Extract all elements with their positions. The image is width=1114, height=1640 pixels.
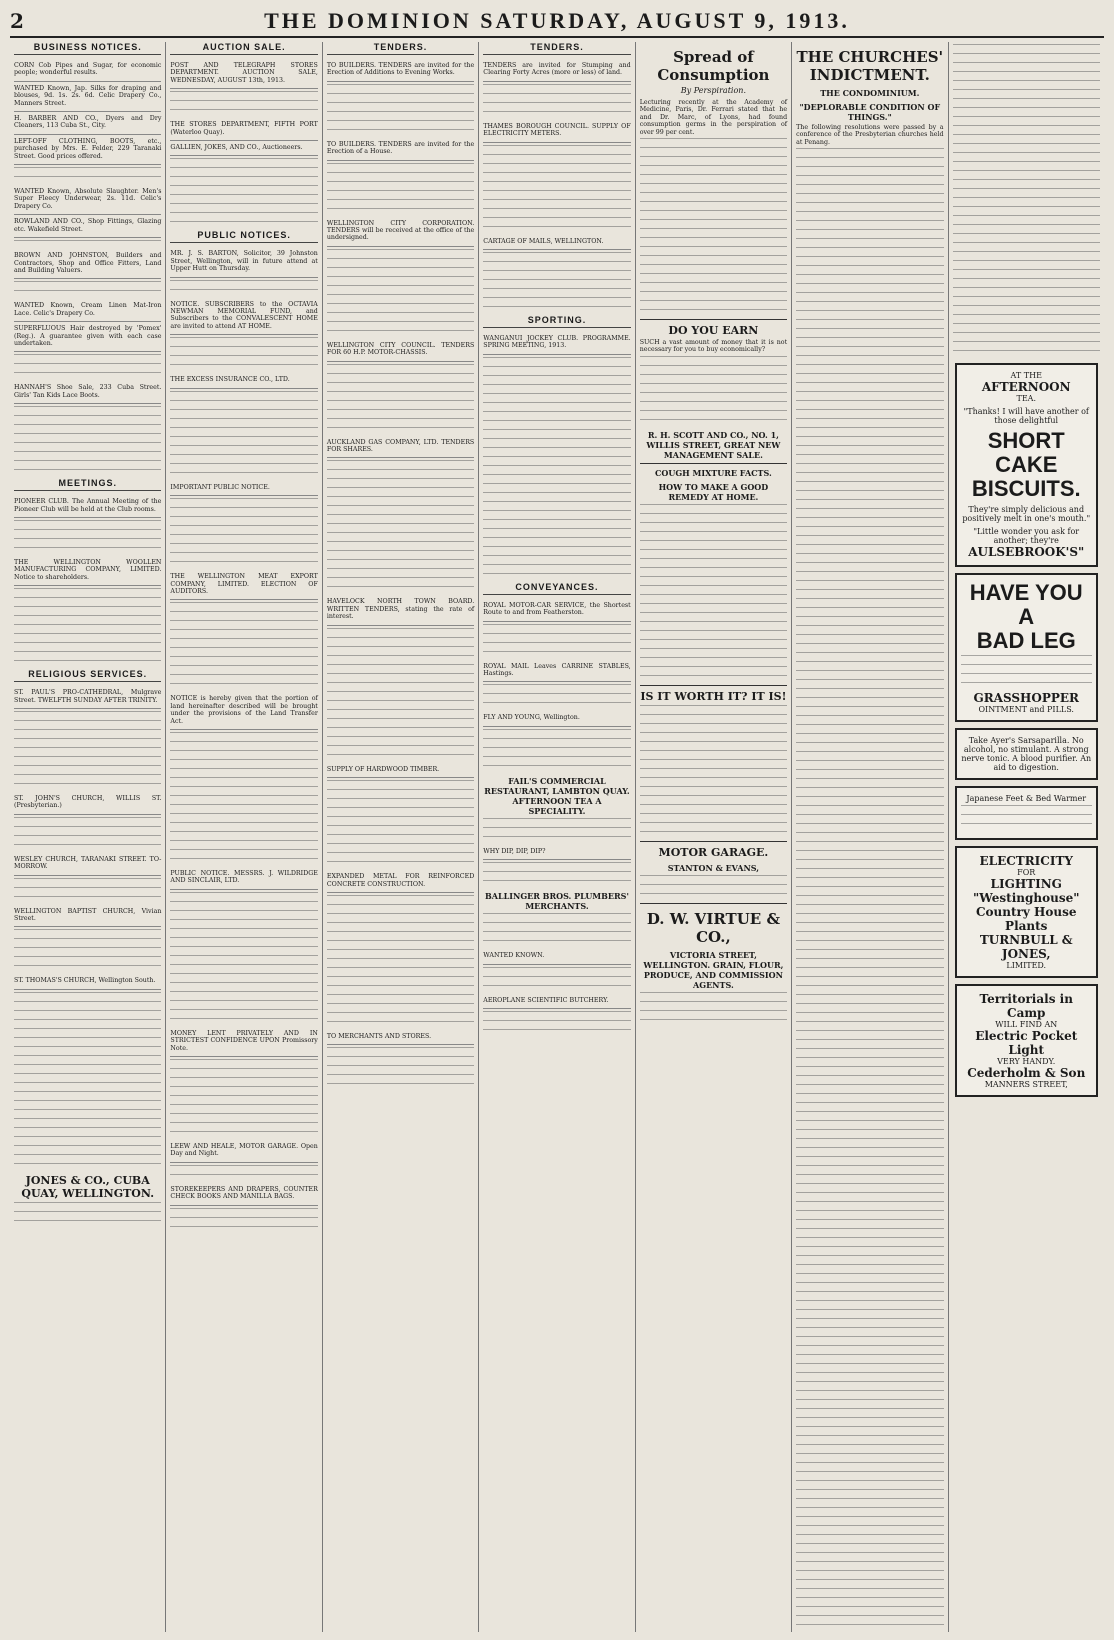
article-title: Spread of Consumption <box>657 48 770 84</box>
service: ST. JOHN'S CHURCH, WILLIS ST. (Presbyterian.) <box>14 792 161 815</box>
column-tenders-sporting <box>479 42 635 1632</box>
tender: TO BUILDERS. TENDERS are invited for the Erection of Additions to Evening Works. <box>327 59 474 82</box>
article-body: Lecturing recently at the Academy of Medicine, Paris, Dr. Ferrari stated that he and Dr. Marc, of Lyons, had found consumption germs in the perspiration of over 99 per cent. <box>639 99 788 136</box>
notice: STOREKEEPERS AND DRAPERS, COUNTER CHECK BOOKS AND MANILLA BAGS. <box>170 1183 317 1206</box>
worth-title: IS IT WORTH IT? IT IS! <box>640 689 787 703</box>
article-quote: "DEPLORABLE CONDITION OF THINGS." <box>799 102 941 122</box>
virtue-subtitle: VICTORIA STREET, WELLINGTON. GRAIN, FLOUR, PRODUCE, AND COMMISSION AGENTS. <box>643 949 784 990</box>
notice: THE WELLINGTON MEAT EXPORT COMPANY, LIMITED. ELECTION OF AUDITORS. <box>170 570 317 600</box>
limited: LIMITED. <box>1006 961 1047 970</box>
badleg-line: BAD LEG <box>976 628 1076 653</box>
section-title: TENDERS. <box>483 42 630 55</box>
masthead <box>10 8 1104 38</box>
column-spread <box>636 42 792 1632</box>
notice: NOTICE. SUBSCRIBERS to the OCTAVIA NEWMAN MEMORIAL FUND, and Subscribers to the CONVALESCENT HOME are invited to attend AT HOME. <box>170 298 317 336</box>
cake-word: CAKE <box>995 452 1058 477</box>
page-number: 2 <box>10 9 24 33</box>
motor-title: MOTOR GARAGE. <box>658 845 769 859</box>
little-wonder: "Little wonder you ask for another; they're <box>973 527 1080 545</box>
article-sub: THE CONDOMINIUM. <box>820 88 920 98</box>
japanese-title: Japanese Feet & Bed Warmer <box>966 794 1087 803</box>
column-business-notices <box>10 42 166 1632</box>
cough-subtitle: HOW TO MAKE A GOOD REMEDY AT HOME. <box>658 481 769 502</box>
section-title: AUCTION SALE. <box>170 42 317 55</box>
notice: LEEW AND HEALE, MOTOR GARAGE. Open Day and Night. <box>170 1140 317 1163</box>
jones-ad: JONES & CO., CUBA QUAY, WELLINGTON. <box>21 1173 155 1200</box>
column-right-ads <box>949 42 1104 1632</box>
tender: WELLINGTON CITY COUNCIL. TENDERS FOR 60 H.P. MOTOR-CHASSIS. <box>327 339 474 362</box>
notice: PUBLIC NOTICE. MESSRS. J. WILDRIDGE AND SINCLAIR, LTD. <box>170 867 317 890</box>
ayer-text: Take Ayer's Sarsaparilla. No alcohol, no stimulant. A strong nerve tonic. A blood purifier. An aid to digestion. <box>961 736 1092 772</box>
misc-ad: WHY DIP, DIP, DIP? <box>483 845 630 860</box>
notice: MONEY LENT PRIVATELY AND IN STRICTEST CONFIDENCE UPON Promissory Note. <box>170 1027 317 1057</box>
conveyance: FLY AND YOUNG, Wellington. <box>483 711 630 726</box>
section-title: RELIGIOUS SERVICES. <box>14 669 161 682</box>
ad: ROWLAND AND CO., Shop Fittings, Glazing etc. Wakefield Street. <box>14 215 161 238</box>
tender: HAVELOCK NORTH TOWN BOARD. WRITTEN TENDERS, stating the rate of interest. <box>327 595 474 625</box>
ad: THE STORES DEPARTMENT, FIFTH PORT (Waterloo Quay). <box>170 118 317 141</box>
bad-leg-ad <box>955 573 1098 722</box>
tender: TENDERS are invited for Stumping and Clearing Forty Acres (more or less) of land. <box>483 59 630 82</box>
grasshopper-brand: GRASSHOPPER <box>973 691 1080 705</box>
section-title: PUBLIC NOTICES. <box>170 230 317 243</box>
restaurant-ad: FAIL'S COMMERCIAL RESTAURANT, LAMBTON QUAY. AFTERNOON TEA A SPECIALITY. <box>484 775 630 816</box>
electric-pocket: Electric Pocket Light <box>975 1029 1078 1057</box>
turnbull: TURNBULL & JONES, <box>979 933 1073 961</box>
aulsebrook-ad <box>955 363 1098 567</box>
biscuits-word: BISCUITS. <box>971 476 1081 501</box>
ad: CORN Cob Pipes and Sugar, for economic people; wonderful results. <box>14 59 161 82</box>
service: ST. PAUL'S PRO-CATHEDRAL, Mulgrave Street. TWELFTH SUNDAY AFTER TRINITY. <box>14 686 161 709</box>
tea-line: AT THE <box>1010 371 1042 380</box>
tender: TO MERCHANTS AND STORES. <box>327 1030 474 1045</box>
sporting-programme: WANGANUI JOCKEY CLUB. PROGRAMME. SPRING MEETING, 1913. <box>483 332 630 355</box>
column-auction <box>166 42 322 1632</box>
ad: POST AND TELEGRAPH STORES DEPARTMENT. AUCTION SALE, WEDNESDAY, AUGUST 13th, 1913. <box>170 59 317 89</box>
ad: WANTED Known, Absolute Slaughter. Men's Super Fleecy Underwear, 2s. 11d. Celic's Drapery Co. <box>14 185 161 215</box>
cough-title: COUGH MIXTURE FACTS. <box>655 467 772 478</box>
ad: BROWN AND JOHNSTON, Builders and Contractors, Shop and Office Fitters, Land and Building Valuers. <box>14 249 161 279</box>
tea-line: TEA. <box>1016 394 1036 403</box>
article-body: The following resolutions were passed by a conference of the Presbyterian churches held at Penang. <box>796 124 944 146</box>
manners-street: MANNERS STREET, <box>984 1080 1068 1089</box>
tea-line: AFTERNOON <box>981 380 1071 394</box>
misc-ad: AEROPLANE SCIENTIFIC BUTCHERY. <box>483 994 630 1009</box>
badleg-line: HAVE YOU A <box>969 580 1083 629</box>
earn-title: DO YOU EARN <box>668 324 759 338</box>
meeting: PIONEER CLUB. The Annual Meeting of the Pioneer Club will be held at the Club rooms. <box>14 495 161 518</box>
article-title: THE CHURCHES' INDICTMENT. <box>796 48 944 84</box>
virtue-title: D. W. VIRTUE & CO., <box>646 909 780 946</box>
electricity-word: ELECTRICITY <box>979 854 1073 868</box>
territorials: Territorials in Camp <box>979 992 1073 1020</box>
very-handy: VERY HANDY. <box>997 1057 1056 1066</box>
will-find: WILL FIND AN <box>995 1020 1058 1029</box>
earn-body: SUCH a vast amount of money that it is not necessary for you to buy economically? <box>639 339 788 354</box>
ad: WANTED Known, Jap. Silks for draping and blouses, 9d. 1s. 2s. 6d. Celic Drapery Co., Manners Street. <box>14 82 161 112</box>
ad: H. BARBER AND CO., Dyers and Dry Cleaners, 113 Cuba St., City. <box>14 112 161 135</box>
ointment: OINTMENT and PILLS. <box>978 705 1074 714</box>
aulsebrook-brand: AULSEBROOK'S" <box>968 545 1085 559</box>
section-title: BUSINESS NOTICES. <box>14 42 161 55</box>
tender: AUCKLAND GAS COMPANY, LTD. TENDERS FOR SHARES. <box>327 436 474 459</box>
section-title: TENDERS. <box>327 42 474 55</box>
service: WESLEY CHURCH, TARANAKI STREET. TO-MORROW. <box>14 853 161 876</box>
tender: CARTAGE OF MAILS, WELLINGTON. <box>483 235 630 250</box>
short-word: SHORT <box>987 428 1065 453</box>
ad: HANNAH'S Shoe Sale, 233 Cuba Street. Girls' Tan Kids Lace Boots. <box>14 381 161 404</box>
ad: GALLIEN, JOKES, AND CO., Auctioneers. <box>170 141 317 156</box>
ad: LEFT-OFF CLOTHING, BOOTS, etc., purchased by Mrs. E. Felder, 229 Taranaki Street. Good prices offered. <box>14 135 161 165</box>
ad: SUPERFLUOUS Hair destroyed by 'Pomex' (Reg.). A guarantee given with each case undertaken. <box>14 322 161 352</box>
ad: WANTED Known, Cream Linen Mat-Iron Lace. Celic's Drapery Co. <box>14 299 161 322</box>
article-subtitle: By Perspiration. <box>680 86 746 95</box>
tender: SUPPLY OF HARDWOOD TIMBER. <box>327 763 474 778</box>
notice: MR. J. S. BARTON, Solicitor, 39 Johnston Street, Wellington, will in future attend at Upper Hutt on Thursday. <box>170 247 317 277</box>
column-churches <box>792 42 948 1632</box>
tea-quote: "Thanks! I will have another of those delightful <box>963 407 1089 425</box>
tender: TO BUILDERS. TENDERS are invited for the Erection of a House. <box>327 138 474 161</box>
lighting-word: LIGHTING <box>990 877 1062 891</box>
conveyance: ROYAL MAIL Leaves CARRINE STABLES, Hastings. <box>483 660 630 683</box>
section-title: CONVEYANCES. <box>483 582 630 595</box>
territorials-ad <box>955 984 1098 1097</box>
service: ST. THOMAS'S CHURCH, Wellington South. <box>14 974 161 989</box>
masthead-title: THE DOMINION SATURDAY, AUGUST 9, 1913. <box>264 8 850 33</box>
cederholm: Cederholm & Son <box>967 1066 1086 1080</box>
electricity-ad <box>955 846 1098 978</box>
westinghouse: "Westinghouse" <box>973 891 1080 905</box>
section-title: SPORTING. <box>483 315 630 328</box>
column-tenders <box>323 42 479 1632</box>
motor-firm: STANTON & EVANS, <box>667 862 760 873</box>
notice: IMPORTANT PUBLIC NOTICE. <box>170 481 317 496</box>
tender: EXPANDED METAL FOR REINFORCED CONCRETE CONSTRUCTION. <box>327 870 474 893</box>
conveyance: ROYAL MOTOR-CAR SERVICE, the Shortest Route to and from Featherston. <box>483 599 630 622</box>
misc-ad: WANTED KNOWN. <box>483 949 630 964</box>
tender: WELLINGTON CITY CORPORATION. TENDERS will be received at the office of the undersigned. <box>327 217 474 247</box>
notice: NOTICE is hereby given that the portion of land hereinafter described will be brought under the provisions of the Land Transfer Act. <box>170 692 317 730</box>
japanese-warmer-ad <box>955 786 1098 840</box>
service: WELLINGTON BAPTIST CHURCH, Vivian Street. <box>14 905 161 928</box>
meeting: THE WELLINGTON WOOLLEN MANUFACTURING COMPANY, LIMITED. Notice to shareholders. <box>14 556 161 586</box>
for-word: FOR <box>1017 868 1036 877</box>
country-house: Country House Plants <box>976 905 1077 933</box>
misc-ad: BALLINGER BROS. PLUMBERS' MERCHANTS. <box>485 891 629 912</box>
notice: THE EXCESS INSURANCE CO., LTD. <box>170 373 317 388</box>
tender: THAMES BOROUGH COUNCIL. SUPPLY OF ELECTRICITY METERS. <box>483 120 630 143</box>
scott-ad: R. H. SCOTT AND CO., NO. 1, WILLIS STREET, GREAT NEW MANAGEMENT SALE. <box>646 429 781 460</box>
tea-quote2: They're simply delicious and positively melt in one's mouth." <box>962 505 1091 523</box>
ayer-ad <box>955 728 1098 780</box>
section-title: MEETINGS. <box>14 478 161 491</box>
